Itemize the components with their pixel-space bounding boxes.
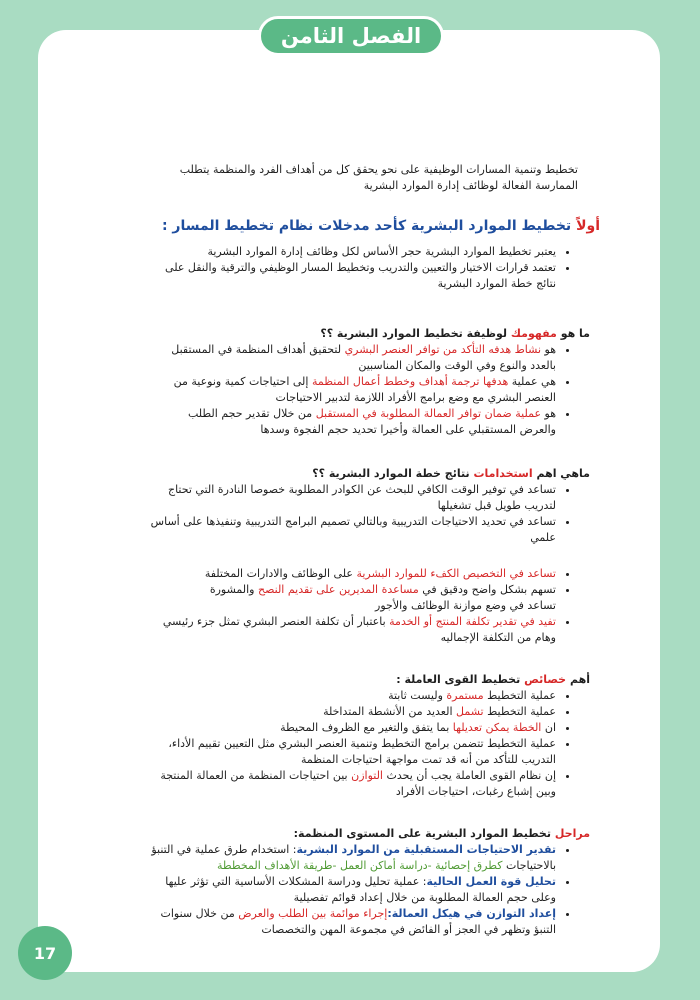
- text: عملية التخطيط: [487, 705, 556, 718]
- text: والمشورة: [209, 583, 255, 596]
- concept-question: [150, 326, 590, 342]
- text: إلى احتياجات كمية ونوعية من العنصر البشري مع وضع برامج الأفراد اللازمة لتدبير الاحتياجات: [173, 375, 556, 404]
- highlight: مستمرة: [446, 689, 484, 702]
- text: تسهم بشكل واضح ودقيق في: [422, 583, 556, 596]
- list-item: [150, 906, 556, 938]
- spacer: [150, 546, 578, 566]
- highlight: إعداد التوازن في هيكل العمالة: [391, 907, 556, 920]
- list-item: [150, 406, 556, 438]
- highlight: التوازن: [351, 769, 383, 782]
- stages-question: [150, 826, 590, 842]
- list-item: [150, 688, 556, 704]
- highlight: تقدير الاحتياجات المستقبلية من الموارد البشرية: [296, 843, 556, 856]
- highlight: الخطة يمكن تعديلها: [452, 721, 542, 734]
- question-highlight: مراحل: [554, 827, 590, 840]
- list-item: • تعتمد قرارات الاختيار والتعيين والتدريب وتخطيط المسار الوظيفي والترقية والنقل على نتائج خطة الموارد البشرية: [150, 260, 556, 292]
- features-block: [150, 672, 590, 800]
- list-item: [150, 842, 556, 874]
- text: هي عملية: [511, 375, 556, 388]
- text: من خلال تقدير حجم الطلب والعرض المستقبلي على العمالة وأخيرا تحديد حجم الفجوة وسدها: [187, 407, 556, 436]
- text: هو: [544, 343, 556, 356]
- concept-block: [150, 326, 590, 438]
- concept-bullets: [150, 342, 578, 438]
- highlight: عملية ضمان توافر العمالة المطلوبة في المستقبل: [315, 407, 542, 420]
- highlight: تحليل قوة العمل الحالية: [426, 875, 556, 888]
- list-item: [150, 720, 556, 736]
- highlight: إجراء موائمة بين الطلب والعرض: [238, 907, 388, 920]
- uses-question: [150, 466, 590, 482]
- highlight: نشاط هدفه التأكد من توافر العنصر البشري: [344, 343, 542, 356]
- question-text: لوظيفة تخطيط الموارد البشرية ؟؟: [320, 327, 508, 340]
- text: هو: [544, 407, 556, 420]
- highlight: مساعدة المديرين على تقديم النصح: [257, 583, 419, 596]
- text: تساعد في وضع موازنة الوظائف والأجور: [375, 599, 556, 612]
- stages-bullets: [150, 842, 578, 938]
- highlight: للموارد البشرية: [356, 567, 427, 580]
- intro-paragraph: تخطيط وتنمية المسارات الوظيفية على نحو يحقق كل من أهداف الفرد والمنظمة يتطلب الممارسة الفعالة لوظائف إدارة الموارد البشرية: [179, 163, 578, 192]
- question-text: نتائج خطة الموارد البشرية ؟؟: [312, 467, 470, 480]
- chapter-title: الفصل الثامن: [280, 24, 422, 48]
- text: وليست ثابتة: [388, 689, 443, 702]
- highlight: هدفها ترجمة أهداف وخطط أعمال المنظمة: [311, 375, 509, 388]
- question-text: ما هو: [560, 327, 590, 340]
- section-heading: [150, 218, 600, 234]
- features-question: [150, 672, 590, 688]
- highlight: تفيد في تقدير تكلفة المنتج أو الخدمة: [389, 615, 556, 628]
- text: لتحقيق أهداف المنظمة في المستقبل بالعدد والنوع وفي الوقت والمكان المناسبين: [171, 343, 556, 372]
- list-item: [150, 582, 556, 614]
- list-item: [150, 566, 556, 582]
- text: إن نظام القوى العاملة يجب أن يحدث: [386, 769, 556, 782]
- text: العديد من الأنشطة المتداخلة: [323, 705, 453, 718]
- text: : استخدام طرق عملية في التنبؤ بالاحتياجات: [151, 843, 556, 872]
- list-item: [150, 768, 556, 800]
- uses-bullets: [150, 482, 578, 546]
- list-item: [150, 614, 556, 646]
- section-bullets: [150, 244, 578, 292]
- question-text: تخطيط الموارد البشرية على المستوى المنظمة:: [293, 827, 551, 840]
- text: بين احتياجات المنظمة من العمالة المنتجة وبين إشباع رغبات، احتياجات الأفراد: [160, 769, 556, 798]
- section-title: تخطيط الموارد البشرية كأحد مدخلات نظام تخطيط المسار :: [161, 218, 572, 234]
- uses-block: [150, 466, 590, 646]
- list-item: [150, 874, 556, 906]
- text: باعتبار أن تكلفة العنصر البشري تمثل جزء رئيسي وهام من التكلفة الإجماليه: [162, 615, 556, 644]
- section-number: أولاً: [576, 218, 600, 234]
- stages-block: [150, 826, 590, 938]
- text: : عملية تحليل ودراسة المشكلات الأساسية التي تؤثر عليها وعلى حجم العمالة المطلوبة من خلال إعداد قوائم تفصيلية: [165, 875, 556, 904]
- highlight: تشمل: [456, 705, 484, 718]
- document-body: [150, 162, 600, 938]
- chapter-title-tab: [258, 16, 444, 56]
- highlight: كطرق إحصائية -دراسة أماكن العمل -طريقة الأهداف المخططة: [216, 859, 503, 872]
- question-text: تخطيط القوى العاملة :: [396, 673, 521, 686]
- list-item: • تساعد في تحديد الاحتياجات التدريبية وبالتالي تصميم البرامج التدريبية وتنفيذها على أساس علمي: [150, 514, 556, 546]
- text: بما يتفق والتغير مع الظروف المحيطة: [280, 721, 450, 734]
- list-item: • عملية التخطيط تتضمن برامج التخطيط وتنمية العنصر البشري مثل التعيين تقييم الأداء، التدريب للتأكد من أنه قد تمت مواجهة احتياجات المنظمة: [150, 736, 556, 768]
- list-item: [150, 342, 556, 374]
- page-number-badge: [18, 926, 72, 980]
- list-item: • يعتبر تخطيط الموارد البشرية حجر الأساس لكل وظائف إدارة الموارد البشرية: [150, 244, 556, 260]
- list-item: [150, 374, 556, 406]
- page-number: 17: [33, 943, 57, 963]
- text: ان: [544, 721, 556, 734]
- question-highlight: خصائص: [524, 673, 567, 686]
- uses-bullets-2: [150, 566, 578, 646]
- list-item: • تساعد في توفير الوقت الكافي للبحث عن الكوادر المطلوبة خصوصا النادرة التي تحتاج لتدريب طويل قبل تشغيلها: [150, 482, 556, 514]
- text: على الوظائف والادارات المختلفة: [204, 567, 353, 580]
- text: من خلال سنوات التنبؤ وتظهر في العجز أو الفائض في مجموعة المهن والتخصصات: [160, 907, 556, 936]
- features-bullets: [150, 688, 578, 800]
- question-text: أهم: [569, 673, 590, 686]
- question-highlight: مفهومك: [510, 327, 557, 340]
- text: عملية التخطيط: [487, 689, 556, 702]
- text: :: [387, 907, 392, 920]
- highlight: تساعد في التخصيص الكفء: [430, 567, 556, 580]
- question-highlight: استخدامات: [473, 467, 533, 480]
- list-item: [150, 704, 556, 720]
- question-text: ماهي اهم: [536, 467, 590, 480]
